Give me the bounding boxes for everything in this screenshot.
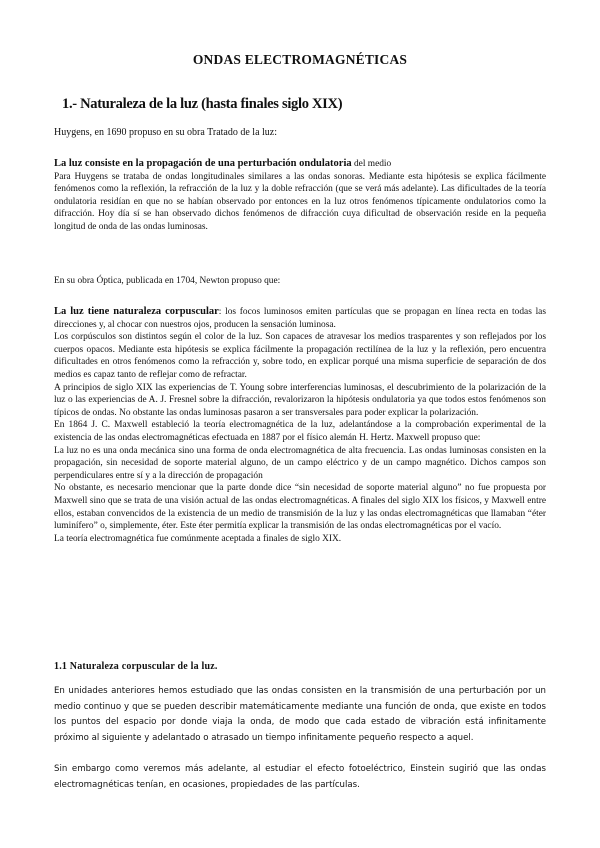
huygens-body: Para Huygens se trataba de ondas longitudinales similares a las ondas sonoras. Mediante esta hipótesis se explica fácilmente fenómenos como la reflexión, la refracción de la luz y la doble refracción (que se verá más adelante). Las dificultades de la teoría ondulatoria residían en que no se habían observado por entonces en la luz otros fenómenos típicamente ondulatorios como la difracción. Hoy día sí se han observado dichos fenómenos de difracción cuya dificultad de observación reside en la pequeña longitud de onda de las ondas luminosas. [54, 171, 546, 232]
newton-block [54, 306, 546, 545]
document-title: ONDAS ELECTROMAGNÉTICAS [192, 52, 408, 67]
paragraph-eter: No obstante, es necesario mencionar que la parte donde dice “sin necesidad de soporte material alguno” no fue propuesta por Maxwell sino que se trata de una visión actual de las ondas electromagnéticas. A finales del siglo XIX los físicos, y Maxwell entre ellos, estaban convencidos de la existencia de un medio de transmisión de la luz y las ondas electromagnéticas que llamaban “éter luminífero” o, simplemente, éter. Este éter permitía explicar la transmisión de las ondas electromagnéticas por el vacío. [54, 483, 546, 532]
huygens-lead-rest: del medio [351, 159, 392, 169]
huygens-lead [54, 158, 546, 171]
subsection-paragraph: En unidades anteriores hemos estudiado que las ondas consisten en la transmisión de una perturbación por un medio continuo y que se pueden describir matemáticamente mediante una función de onda, que existe en todos los puntos del espacio por donde viaja la onda, de modo que cada estado de vibración está infinitamente próximo al siguiente y adelantado o atrasado un tiempo infinitamente pequeño respecto a aquel. [54, 686, 546, 743]
intro-line: Huygens, en 1690 propuso en su obra Tratado de la luz: [54, 127, 278, 138]
newton-lead [54, 306, 546, 331]
huygens-lead-bold: La luz consiste en la propagación de una perturbación ondulatoria [54, 158, 352, 169]
paragraph-young: A principios de siglo XIX las experiencias de T. Young sobre interferencias luminosas, el descubrimiento de la polarización de la luz o las experiencias de A. J. Fresnel sobre la difracción, revalorizaron la hipótesis ondulatoria ya que todos estos fenómenos son típicos de ondas. No obstante las ondas luminosas pasaron a ser transversales para poder explicar la polarización. [54, 382, 546, 418]
paragraph-maxwell: En 1864 J. C. Maxwell estableció la teoría electromagnética de la luz, adelantándose a la comprobación experimental de la existencia de las ondas electromagnéticas efectuada en 1887 por el físico alemán H. Hertz. Maxwell propuso que: [54, 420, 546, 443]
newton-lead-bold: La luz tiene naturaleza corpuscular [54, 306, 219, 317]
subsection-heading: 1.1 Naturaleza corpuscular de la luz. [54, 661, 218, 672]
huygens-block [54, 158, 546, 234]
paragraph-corpusculos: Los corpúsculos son distintos según el color de la luz. Son capaces de atravesar los medios trasparentes y son reflejados por los cuerpos opacos. Mediante esta hipótesis se explica fácilmente la propagación rectilínea de la luz y la reflexión, pero encuentra dificultades en otros fenómenos como la refracción y, sobre todo, en explicar porqué una misma superficie de separación de dos medios es capaz tanto de reflejar como de refractar. [54, 332, 546, 380]
paragraph-onda-electromagnetica: La luz no es una onda mecánica sino una forma de onda electromagnética de alta frecuencia. Las ondas luminosas consisten en la propagación, sin necesidad de soporte material alguno, de un campo eléctrico y de un campo magnético. Dichos campos son perpendiculares entre sí y a la dirección de propagación [54, 445, 546, 481]
paragraph-aceptada: La teoría electromagnética fue comúnmente aceptada a finales de siglo XIX. [54, 533, 342, 544]
subsection-paragraph: Sin embargo como veremos más adelante, al estudiar el efecto fotoeléctrico, Einstein sugirió que las ondas electromagnéticas tenían, en ocasiones, propiedades de las partículas. [54, 764, 546, 790]
newton-intro: En su obra Óptica, publicada en 1704, Newton propuso que: [54, 276, 281, 286]
newton-lead-rest: : los focos luminosos emiten partículas que se propagan en línea recta en todas las direcciones y, al chocar con nuestros ojos, producen la sensación luminosa. [54, 307, 546, 330]
section-heading: 1.- Naturaleza de la luz (hasta finales siglo XIX) [62, 96, 343, 112]
